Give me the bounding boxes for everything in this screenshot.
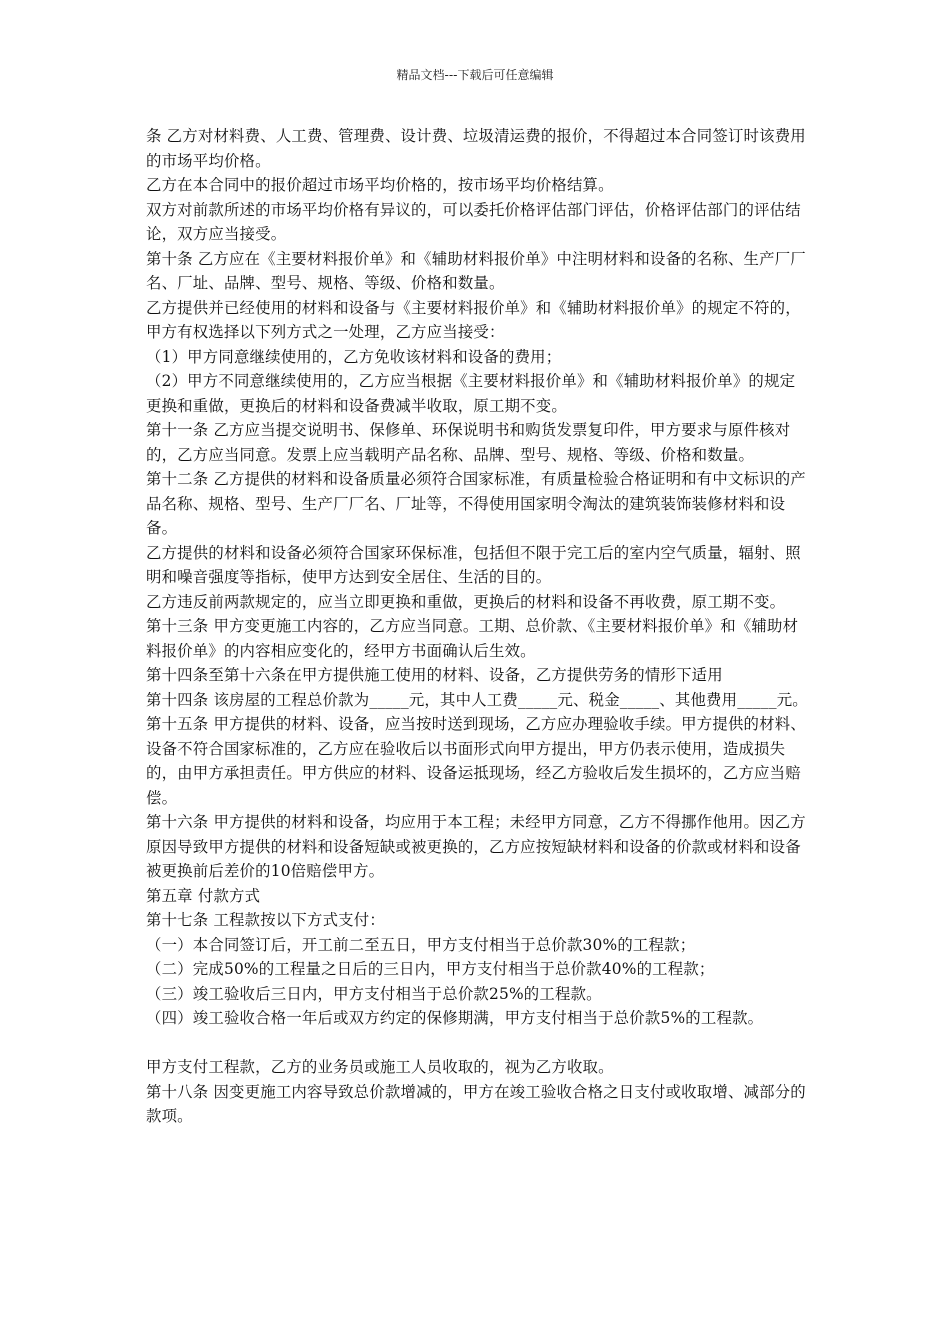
paragraph-2: 乙方在本合同中的报价超过市场平均价格的，按市场平均价格结算。 [146,176,614,194]
paragraph-6: （1）甲方同意继续使用的，乙方免收该材料和设备的费用； [146,347,562,366]
chapter-heading: 第五章 付款方式 [146,886,261,905]
blank-line [146,1031,808,1056]
payment-item-2: （二）完成50%的工程量之日后的三日内，甲方支付相当于总价款40%的工程款； [146,960,715,978]
paragraph-article-15: 第十五条 甲方提供的材料、设备，应当按时送到现场，乙方应办理验收手续。甲方提供的材料、设备不符合国家标准的，乙方应在验收后以书面形式向甲方提出，甲方仍表示使用，造成损失的，由甲方承担责任。甲方供应的材料、设备运抵现场，经乙方验收后发生损坏的，乙方应当赔偿。 [146,715,806,807]
page-header [0,66,950,84]
payment-item-4: （四）竣工验收合格一年后或双方约定的保修期满，甲方支付相当于总价款5%的工程款。 [146,1009,764,1027]
header-title: 精品文档---下载后可任意编辑 [396,68,554,82]
paragraph-11: 乙方违反前两款规定的，应当立即更换和重做，更换后的材料和设备不再收费，原工期不变。 [146,592,786,611]
paragraph-article-18: 第十八条 因变更施工内容导致总价款增减的，甲方在竣工验收合格之日支付或收取增、减部分的款项。 [146,1082,806,1125]
paragraph-article-13: 第十三条 甲方变更施工内容的，乙方应当同意。工期、总价款、《主要材料报价单》和《辅助材料报价单》的内容相应变化的，经甲方书面确认后生效。 [146,617,799,660]
paragraph-10: 乙方提供的材料和设备必须符合国家环保标准，包括但不限于完工后的室内空气质量，辐射、照明和噪音强度等指标，使甲方达到安全居住、生活的目的。 [146,543,801,586]
paragraph-7: （2）甲方不同意继续使用的，乙方应当根据《主要材料报价单》和《辅助材料报价单》的规定更换和重做，更换后的材料和设备费减半收取，原工期不变。 [146,372,796,415]
paragraph-article-16: 第十六条 甲方提供的材料和设备，均应用于本工程；未经甲方同意，乙方不得挪作他用。因乙方原因导致甲方提供的材料和设备短缺或被更换的，乙方应按短缺材料和设备的价款或材料和设备被更换前后差价的10倍赔偿甲方。 [146,813,806,880]
paragraph-1: 条 乙方对材料费、人工费、管理费、设计费、垃圾清运费的报价，不得超过本合同签订时该费用的市场平均价格。 [146,127,806,170]
paragraph-13: 第十四条至第十六条在甲方提供施工使用的材料、设备，乙方提供劳务的情形下适用 [146,666,723,684]
document-body [146,124,808,1129]
paragraph-article-14: 第十四条 该房屋的工程总价款为_____元，其中人工费_____元、税金_____、其他费用_____元。 [146,690,808,709]
paragraph-24: 甲方支付工程款，乙方的业务员或施工人员收取的，视为乙方收取。 [146,1058,614,1076]
paragraph-article-11: 第十一条 乙方应当提交说明书、保修单、环保说明书和购货发票复印件，甲方要求与原件核对的，乙方应当同意。发票上应当载明产品名称、品牌、型号、规格、等级、价格和数量。 [146,421,791,464]
paragraph-article-10: 第十条 乙方应在《主要材料报价单》和《辅助材料报价单》中注明材料和设备的名称、生产厂厂名、厂址、品牌、型号、规格、等级、价格和数量。 [146,249,806,292]
paragraph-article-17: 第十七条 工程款按以下方式支付： [146,911,385,929]
payment-item-3: （三）竣工验收后三日内，甲方支付相当于总价款25%的工程款。 [146,984,602,1003]
paragraph-article-12: 第十二条 乙方提供的材料和设备质量必须符合国家标准，有质量检验合格证明和有中文标识的产品名称、规格、型号、生产厂厂名、厂址等，不得使用国家明令淘汰的建筑装饰装修材料和设备。 [146,470,806,537]
payment-item-1: （一）本合同签订后，开工前二至五日，甲方支付相当于总价款30%的工程款； [146,935,696,954]
paragraph-5: 乙方提供并已经使用的材料和设备与《主要材料报价单》和《辅助材料报价单》的规定不符的，甲方有权选择以下列方式之一处理，乙方应当接受： [146,298,801,341]
paragraph-3: 双方对前款所述的市场平均价格有异议的，可以委托价格评估部门评估，价格评估部门的评估结论，双方应当接受。 [146,200,801,243]
